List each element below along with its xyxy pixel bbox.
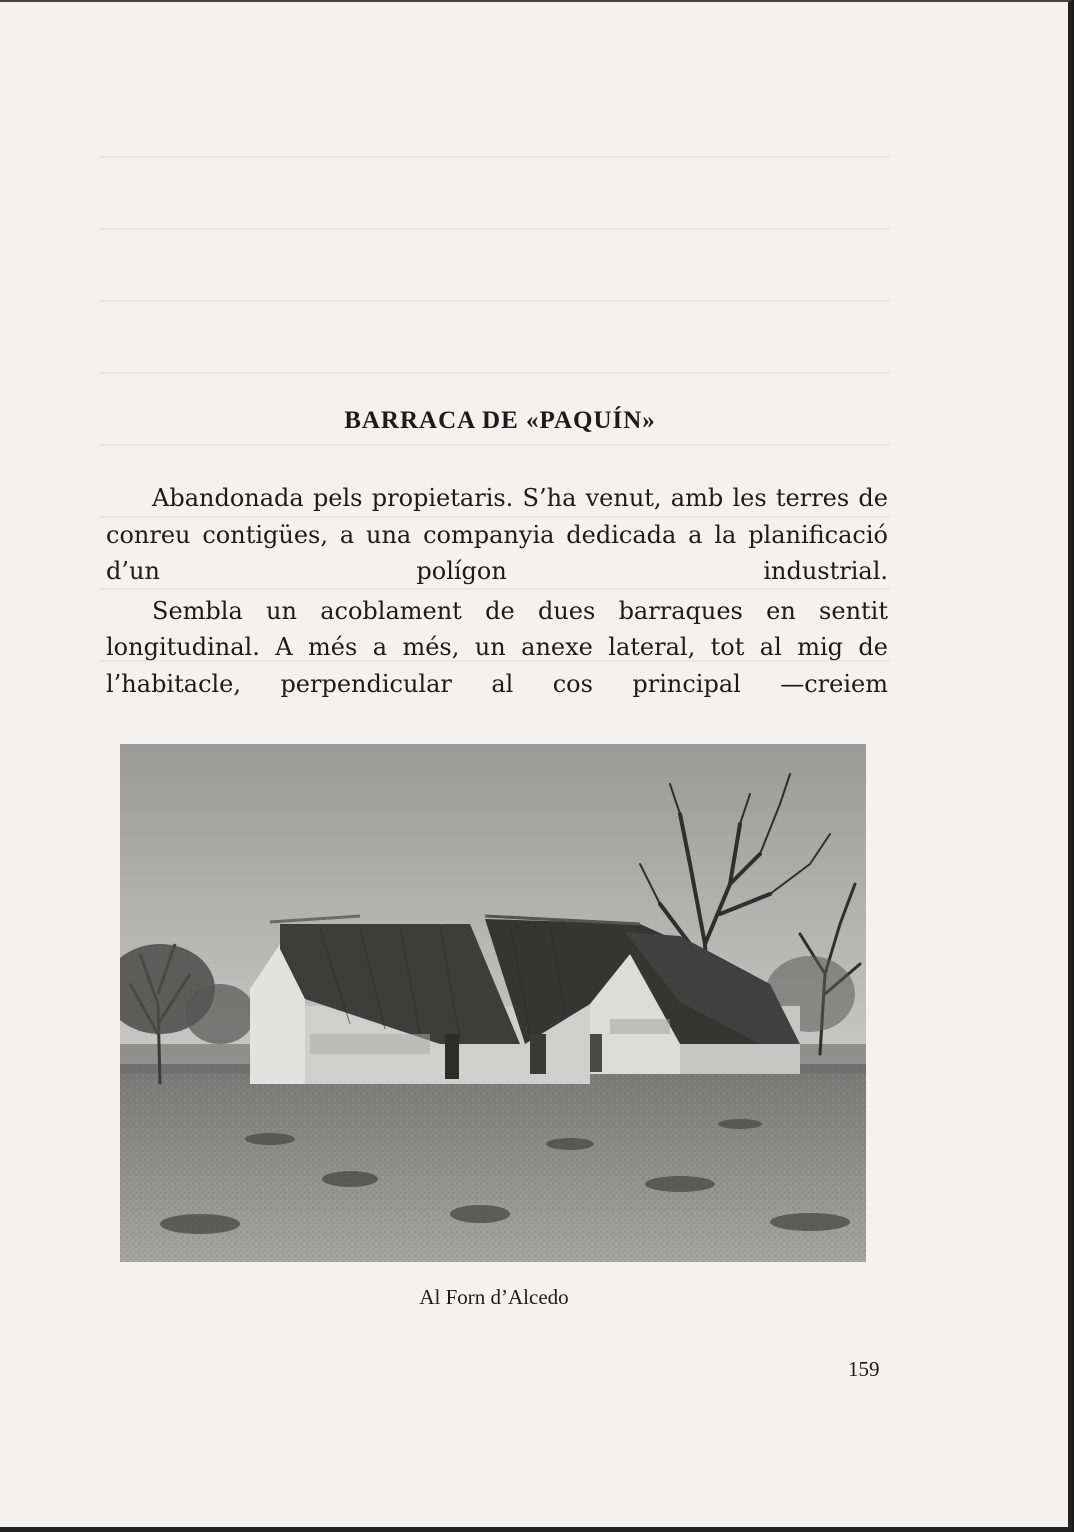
photograph-image [120,744,866,1262]
photograph-thatched-cottage [120,744,866,1262]
page-number: 159 [848,1357,880,1381]
section-title [0,407,1000,435]
photo-caption: Al Forn d’Alcedo [419,1285,569,1309]
paragraph-1: Abandonada pels propietaris. S’ha venut, amb les terres de conreu contigües, a una companyia dedicada a la planificació d’un polígon industrial. [106,484,888,585]
body-text [106,480,888,705]
paragraph-2: Sembla un acoblament de dues barraques en sentit longitudinal. A més a més, un anexe lateral, tot al mig de l’habitacle, perpendicular al cos principal —creiem [106,596,888,698]
section-title-text: BARRACA DE «PAQUÍN» [344,407,656,434]
